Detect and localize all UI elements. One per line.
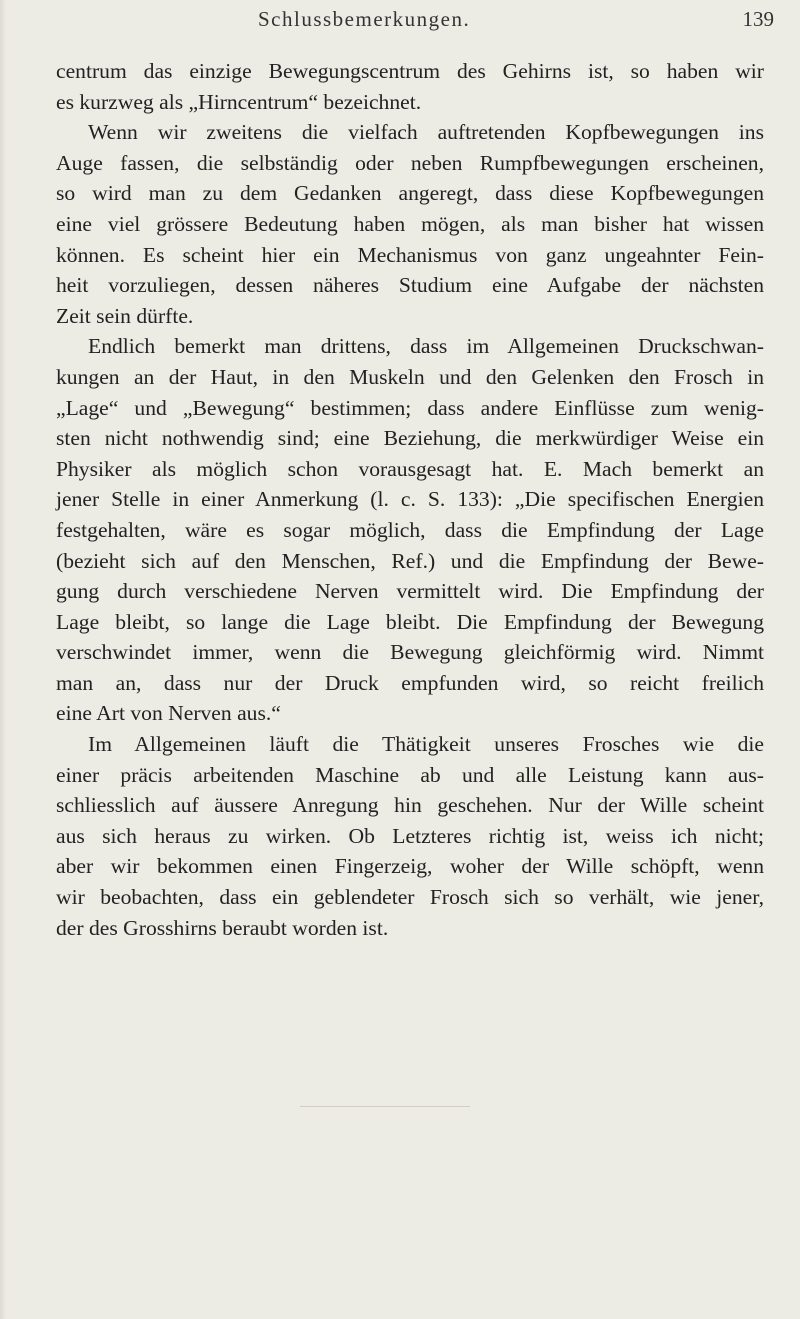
text-line: centrum das einzige Bewegungscentrum des Gehirns ist, so haben wir [56,59,764,83]
text-line: eine Art von Nerven aus.“ [56,701,281,726]
text-line: (bezieht sich auf den Menschen, Ref.) und die Empfindung der Bewe- [56,548,764,573]
text-line: aus sich heraus zu wirken. Ob Letzteres richtig ist, weiss ich nicht; [56,823,764,848]
text-line: kungen an der Haut, in den Muskeln und den Gelenken den Frosch in [56,364,764,389]
text-line: so wird man zu dem Gedanken angeregt, dass diese Kopfbewegungen [56,181,764,206]
page-bottom-rule [300,1106,470,1107]
text-line: „Lage“ und „Bewegung“ bestimmen; dass andere Einflüsse zum wenig- [56,395,764,420]
text-line: Physiker als möglich schon vorausgesagt hat. E. Mach bemerkt an [56,456,764,481]
text-line: einer präcis arbeitenden Maschine ab und alle Leistung kann aus- [56,762,764,787]
text-line: es kurzweg als „Hirncentrum“ bezeichnet. [56,89,422,114]
text-line: schliesslich auf äussere Anregung hin geschehen. Nur der Wille scheint [56,793,764,818]
text-line: Zeit sein dürfte. [56,303,194,328]
text-line: der des Grosshirns beraubt worden ist. [56,915,389,940]
text-line: Lage bleibt, so lange die Lage bleibt. Die Empfindung der Bewegung [56,609,764,634]
text-line: Wenn wir zweitens die vielfach auftretenden Kopfbewegungen ins [88,120,764,145]
text-line: aber wir bekommen einen Fingerzeig, woher der Wille schöpft, wenn [56,854,764,879]
text-line: können. Es scheint hier ein Mechanismus von ganz ungeahnter Fein- [56,242,764,267]
running-head [0,0,800,40]
page-number: 139 [742,7,774,31]
text-line: man an, dass nur der Druck empfunden wird, so reicht freilich [56,670,764,695]
text-line: Im Allgemeinen läuft die Thätigkeit unseres Frosches wie die [88,732,764,757]
text-line: wir beobachten, dass ein geblendeter Frosch sich so verhält, wie jener, [56,885,764,910]
text-line: Endlich bemerkt man drittens, dass im Allgemeinen Druckschwan- [88,334,764,359]
text-line: sten nicht nothwendig sind; eine Beziehung, die merkwürdiger Weise ein [56,426,764,451]
text-line: jener Stelle in einer Anmerkung (l. c. S. 133): „Die specifischen Energien [56,487,764,512]
text-line: Auge fassen, die selbständig oder neben Rumpfbewegungen erscheinen, [56,150,764,175]
text-line: heit vorzuliegen, dessen näheres Studium eine Aufgabe der nächsten [56,273,764,298]
running-title: Schlussbemerkungen. [258,7,471,31]
body-text [56,56,764,943]
scan-edge [0,0,6,1319]
text-line: verschwindet immer, wenn die Bewegung gleichförmig wird. Nimmt [56,640,764,665]
text-line: festgehalten, wäre es sogar möglich, dass die Empfindung der Lage [56,517,764,542]
text-line: eine viel grössere Bedeutung haben mögen, als man bisher hat wissen [56,211,764,236]
text-line: gung durch verschiedene Nerven vermittelt wird. Die Empfindung der [56,579,764,604]
